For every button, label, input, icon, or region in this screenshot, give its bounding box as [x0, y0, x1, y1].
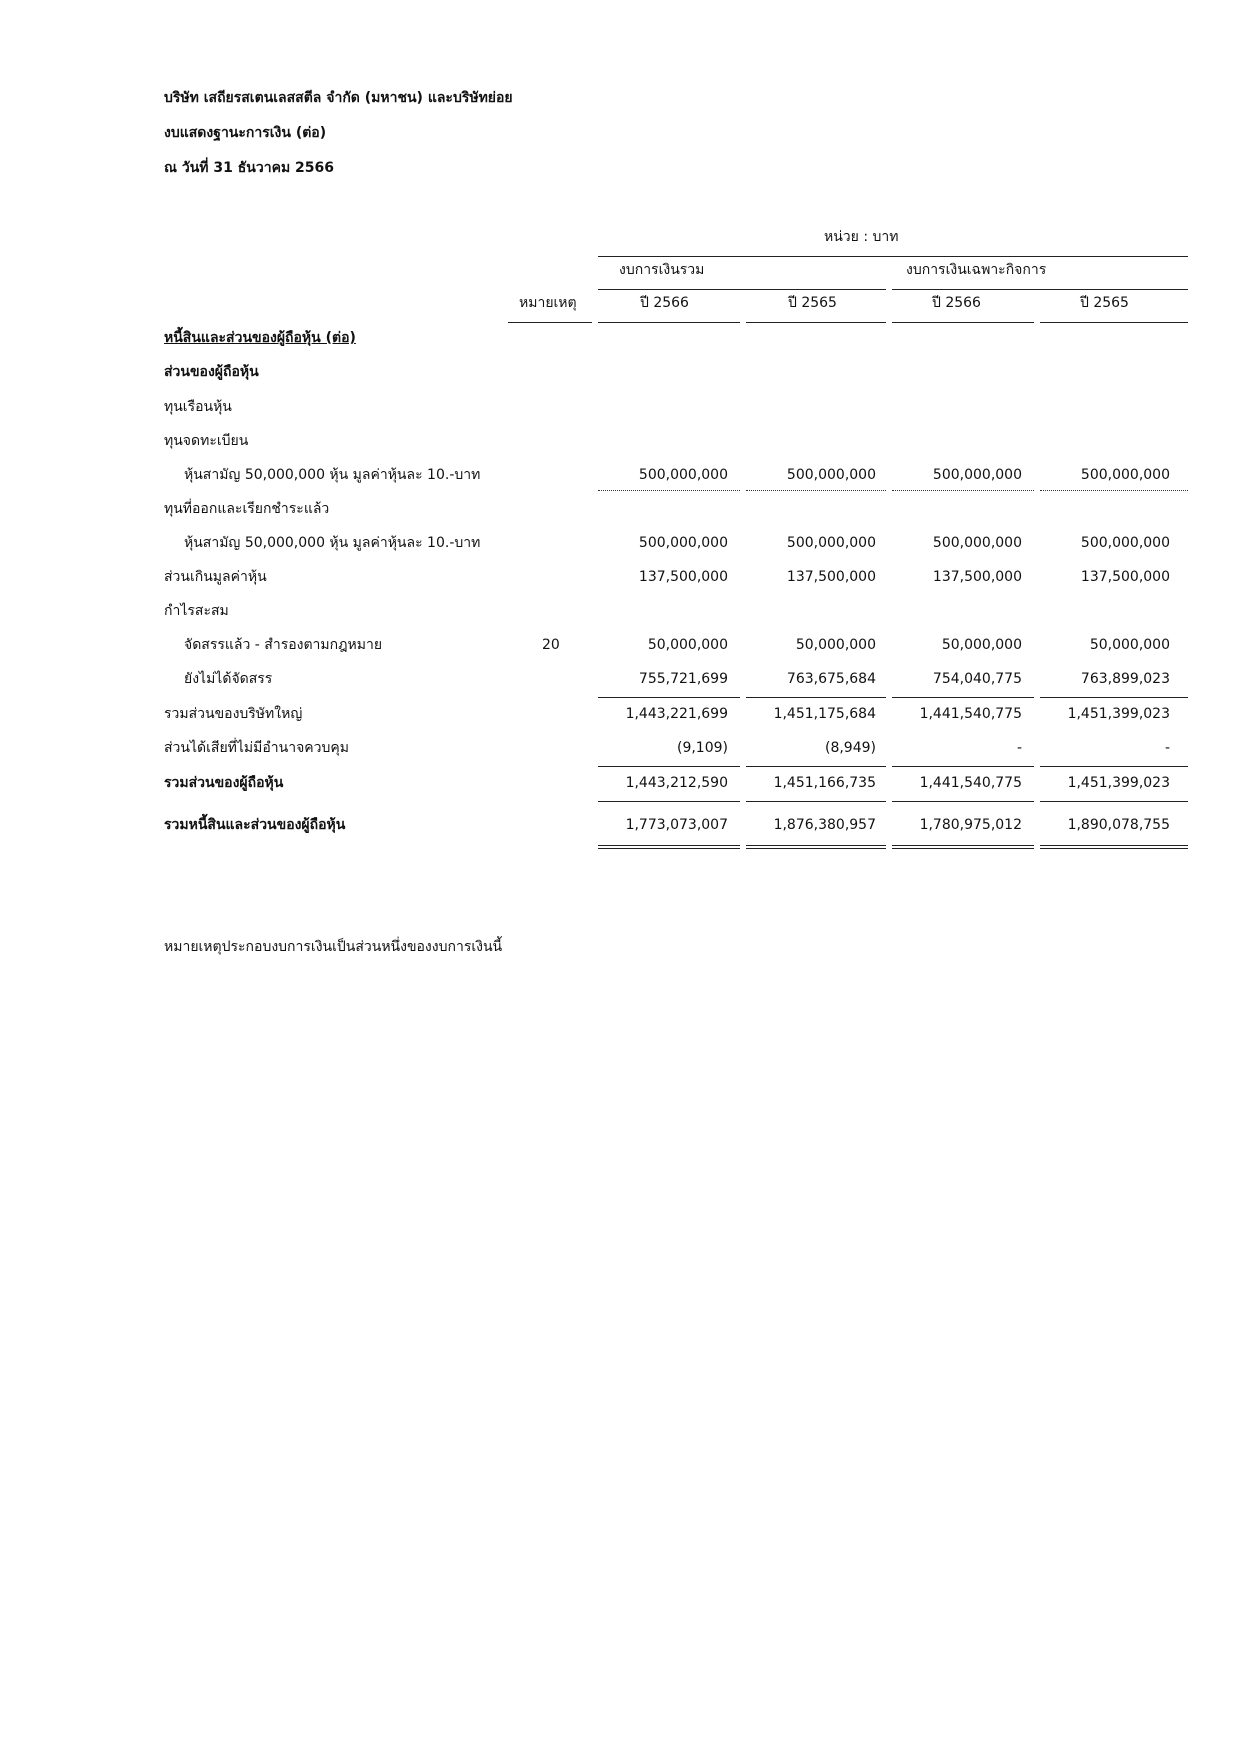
row-label-total-equity: รวมส่วนของผู้ถือหุ้น — [164, 775, 284, 791]
table-row — [164, 668, 1188, 690]
double-rule — [892, 845, 1034, 849]
year-header-3: ปี 2566 — [932, 295, 981, 311]
table-row — [164, 532, 1188, 554]
cell-value: 50,000,000 — [795, 637, 876, 653]
subtotal-rule — [598, 697, 740, 698]
dotted-rule — [598, 490, 740, 491]
year-header-rule-3 — [892, 322, 1034, 323]
total-rule — [746, 801, 886, 802]
group-rule-separate — [892, 289, 1188, 290]
cell-value: - — [1016, 740, 1022, 756]
table-row — [164, 464, 1188, 486]
cell-value: 1,890,078,755 — [1067, 817, 1170, 833]
cell-value: 50,000,000 — [1089, 637, 1170, 653]
subtotal-rule — [746, 766, 886, 767]
row-label-legal-reserve: จัดสรรแล้ว - สำรองตามกฎหมาย — [184, 637, 383, 653]
subtotal-rule — [598, 766, 740, 767]
statement-title: งบแสดงฐานะการเงิน (ต่อ) — [164, 125, 327, 141]
cell-value: 1,780,975,012 — [919, 817, 1022, 833]
double-rule — [746, 845, 886, 849]
cell-value: 500,000,000 — [932, 535, 1022, 551]
cell-value: 50,000,000 — [941, 637, 1022, 653]
cell-value: 137,500,000 — [932, 569, 1022, 585]
cell-value: 500,000,000 — [786, 467, 876, 483]
dotted-rule — [892, 490, 1034, 491]
note-header-rule — [508, 322, 592, 323]
cell-value: 500,000,000 — [932, 467, 1022, 483]
note-column-header: หมายเหตุ — [519, 295, 577, 311]
row-label-retained: กำไรสะสม — [164, 603, 229, 619]
subtotal-rule — [1040, 697, 1188, 698]
row-label-issued-shares: หุ้นสามัญ 50,000,000 หุ้น มูลค่าหุ้นละ 10.-บาท — [184, 535, 481, 551]
cell-value: 137,500,000 — [786, 569, 876, 585]
group-rule-consolidated — [598, 289, 886, 290]
dotted-rule — [746, 490, 886, 491]
table-row — [164, 703, 1188, 725]
cell-value: 1,441,540,775 — [919, 775, 1022, 791]
cell-value: 137,500,000 — [1080, 569, 1170, 585]
subtotal-rule — [892, 697, 1034, 698]
group-separate: งบการเงินเฉพาะกิจการ — [906, 262, 1047, 278]
cell-value: 1,443,212,590 — [625, 775, 728, 791]
row-label-non-controlling: ส่วนได้เสียที่ไม่มีอำนาจควบคุม — [164, 740, 349, 756]
statement-date: ณ วันที่ 31 ธันวาคม 2566 — [164, 160, 335, 176]
statement-header — [164, 88, 513, 193]
row-label-premium: ส่วนเกินมูลค่าหุ้น — [164, 569, 267, 585]
cell-value: 1,451,166,735 — [773, 775, 876, 791]
dotted-rule — [1040, 490, 1188, 491]
cell-value: 763,675,684 — [786, 671, 876, 687]
year-header-4: ปี 2565 — [1080, 295, 1129, 311]
total-rule — [892, 801, 1034, 802]
row-label-authorized-shares: หุ้นสามัญ 50,000,000 หุ้น มูลค่าหุ้นละ 10.-บาท — [184, 467, 481, 483]
year-header-rule-2 — [746, 322, 886, 323]
cell-value: 500,000,000 — [1080, 535, 1170, 551]
table-row — [164, 737, 1188, 759]
total-rule — [598, 801, 740, 802]
cell-value: 1,451,399,023 — [1067, 775, 1170, 791]
year-header-rule-4 — [1040, 322, 1188, 323]
cell-value: 1,443,221,699 — [625, 706, 728, 722]
cell-value: 1,773,073,007 — [625, 817, 728, 833]
row-label-share-capital: ทุนเรือนหุ้น — [164, 399, 232, 415]
double-rule — [1040, 845, 1188, 849]
cell-value: 500,000,000 — [638, 467, 728, 483]
table-row — [164, 814, 1188, 836]
subtotal-rule — [892, 766, 1034, 767]
row-label-authorized: ทุนจดทะเบียน — [164, 433, 249, 449]
cell-value: (9,109) — [676, 740, 728, 756]
row-label-equity: ส่วนของผู้ถือหุ้น — [164, 364, 259, 380]
cell-value: 755,721,699 — [638, 671, 728, 687]
company-name: บริษัท เสถียรสเตนเลสสตีล จำกัด (มหาชน) และบริษัทย่อย — [164, 90, 513, 106]
row-label-total-liabilities-equity: รวมหนี้สินและส่วนของผู้ถือหุ้น — [164, 817, 346, 833]
cell-value: (8,949) — [824, 740, 876, 756]
note-ref: 20 — [542, 637, 560, 653]
row-label-issued: ทุนที่ออกและเรียกชำระแล้ว — [164, 501, 330, 517]
year-header-1: ปี 2566 — [640, 295, 689, 311]
cell-value: 137,500,000 — [638, 569, 728, 585]
cell-value: 763,899,023 — [1080, 671, 1170, 687]
double-rule — [598, 845, 740, 849]
cell-value: 1,451,399,023 — [1067, 706, 1170, 722]
total-rule — [1040, 801, 1188, 802]
cell-value: 1,451,175,684 — [773, 706, 876, 722]
unit-label: หน่วย : บาท — [824, 229, 899, 245]
cell-value: - — [1164, 740, 1170, 756]
cell-value: 500,000,000 — [1080, 467, 1170, 483]
group-consolidated: งบการเงินรวม — [619, 262, 705, 278]
year-header-rule-1 — [598, 322, 740, 323]
subtotal-rule — [1040, 766, 1188, 767]
row-label-unappropriated: ยังไม่ได้จัดสรร — [184, 671, 273, 687]
subtotal-rule — [746, 697, 886, 698]
section-title: หนี้สินและส่วนของผู้ถือหุ้น (ต่อ) — [164, 330, 356, 346]
year-header-2: ปี 2565 — [788, 295, 837, 311]
table-row — [164, 772, 1188, 794]
cell-value: 50,000,000 — [647, 637, 728, 653]
footnote: หมายเหตุประกอบงบการเงินเป็นส่วนหนึ่งของงบการเงินนี้ — [164, 939, 503, 955]
unit-rule — [598, 256, 1188, 257]
row-label-parent-equity: รวมส่วนของบริษัทใหญ่ — [164, 706, 303, 722]
cell-value: 1,876,380,957 — [773, 817, 876, 833]
table-row — [164, 634, 1188, 656]
cell-value: 500,000,000 — [786, 535, 876, 551]
cell-value: 1,441,540,775 — [919, 706, 1022, 722]
cell-value: 754,040,775 — [932, 671, 1022, 687]
cell-value: 500,000,000 — [638, 535, 728, 551]
table-row — [164, 566, 1188, 588]
